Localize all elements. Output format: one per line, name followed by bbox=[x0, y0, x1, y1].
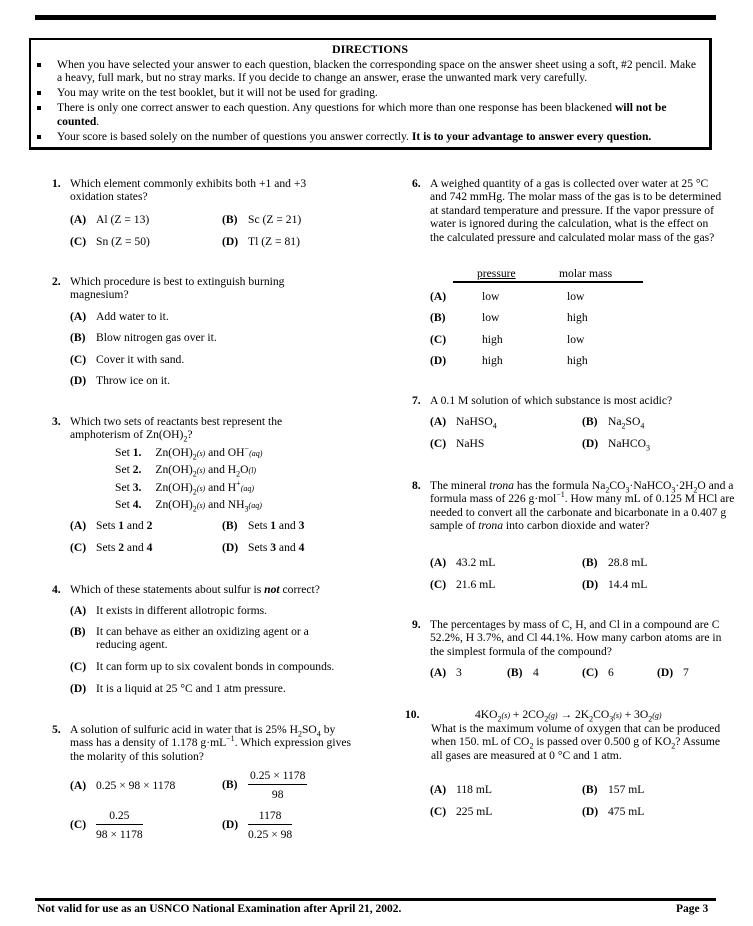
option-a[interactable]: (A) NaHSO$_4$ bbox=[430, 415, 497, 431]
option-d[interactable]: (D) Throw ice on it. bbox=[70, 374, 171, 387]
reaction-equation: $4KO_2(s) + 2CO_2(g) \to 2K_2CO_3(s) + 3O_2(g)$ bbox=[475, 708, 662, 724]
question-number: 9. bbox=[412, 618, 421, 631]
directions-item: Your score is based solely on the number of questions you answer correctly. It is to your advantage to answer every question. bbox=[37, 130, 703, 143]
option-c[interactable]: (C) Sets 2 and 4 bbox=[70, 541, 153, 554]
set-3: Set 3. $Zn(OH)_2(s)$ and H+(aq) bbox=[115, 479, 255, 497]
bullet-icon bbox=[37, 106, 41, 110]
option-b[interactable]: (B) Sets 1 and 3 bbox=[222, 519, 305, 532]
question-text: What is the maximum volume of oxygen that can be produced when 150. mL of $CO_2$ is passed over 0.500 g of $KO_2$? Assume all gases are measured at 0 °C and 1 atm. bbox=[431, 722, 721, 762]
option-b[interactable]: (B) $Na_2SO_4$ bbox=[582, 415, 645, 431]
option-b[interactable]: (B) $\frac{0.25 \times 1178}{98}$ bbox=[222, 769, 306, 802]
directions-box bbox=[29, 38, 712, 150]
question-number: 2. bbox=[52, 275, 61, 288]
question-text: The mineral trona has the formula $Na_2CO_3\cdot NaHCO_3\cdot 2H_2O$ and a formula mass of 226 g·mol$^{-1}$. How many mL of 0.125 M HCl are needed to convert all the carbonate and bicarbonate in a 0.407 g sample of trona into carbon dioxide and water? bbox=[430, 479, 735, 533]
question-number: 7. bbox=[412, 394, 421, 407]
question-text: Which element commonly exhibits both +1 and +3 oxidation states? bbox=[70, 177, 307, 204]
fraction: $\frac{0.25}{98 \times 1178}$ bbox=[96, 809, 143, 842]
header-rule bbox=[35, 15, 716, 20]
option-b[interactable]: (B) Blow nitrogen gas over it. bbox=[70, 331, 217, 344]
option-c[interactable]: (C) Cover it with sand. bbox=[70, 353, 185, 366]
question-text: Which procedure is best to extinguish burning magnesium? bbox=[70, 275, 285, 302]
table-row[interactable]: (C) high low bbox=[430, 333, 585, 346]
fraction: $\frac{1178}{0.25 \times 98}$ bbox=[248, 809, 293, 842]
question-text: Which two sets of reactants best represent the amphoterism of $Zn(OH)_2$? bbox=[70, 415, 283, 444]
option-a[interactable]: (A) Sets 1 and 2 bbox=[70, 519, 153, 532]
option-c[interactable]: (C) $\frac{0.25}{98 \times 1178}$ bbox=[70, 809, 143, 842]
option-b[interactable]: (B) 4 bbox=[507, 666, 539, 679]
fraction: $\frac{0.25 \times 1178}{98}$ bbox=[250, 769, 306, 802]
option-d[interactable]: (D) NaHCO$_3$ bbox=[582, 437, 650, 453]
question-number: 5. bbox=[52, 723, 61, 736]
question-number: 10. bbox=[405, 708, 420, 721]
option-d[interactable]: (D) Sets 3 and 4 bbox=[222, 541, 305, 554]
question-text: The percentages by mass of C, H, and Cl in a compound are C 52.2%, H 3.7%, and Cl 44.1%. How many carbon atoms are in the simplest formula of the compound? bbox=[430, 618, 722, 658]
directions-item: You may write on the test booklet, but it will not be used for grading. bbox=[37, 86, 703, 99]
option-b[interactable]: (B) It can behave as either an oxidizing agent or a reducing agent. bbox=[70, 625, 309, 652]
option-c[interactable]: (C) 225 mL bbox=[430, 805, 493, 818]
bullet-icon bbox=[37, 63, 41, 67]
footer-note: Not valid for use as an USNCO National Examination after April 21, 2002. bbox=[37, 903, 402, 915]
table-header: pressure molar mass bbox=[453, 267, 643, 283]
option-d[interactable]: (D) 14.4 mL bbox=[582, 578, 648, 591]
option-c[interactable]: (C) It can form up to six covalent bonds in compounds. bbox=[70, 660, 335, 673]
question-number: 6. bbox=[412, 177, 421, 190]
directions-title: DIRECTIONS bbox=[331, 42, 409, 56]
option-c[interactable]: (C) 21.6 mL bbox=[430, 578, 496, 591]
question-number: 4. bbox=[52, 583, 61, 596]
option-d[interactable]: (D) 7 bbox=[657, 666, 689, 679]
option-c[interactable]: (C) 6 bbox=[582, 666, 614, 679]
option-a[interactable]: (A) 0.25 × 98 × 1178 bbox=[70, 779, 176, 792]
question-text: A 0.1 M solution of which substance is most acidic? bbox=[430, 394, 673, 407]
page-number: Page 3 bbox=[676, 903, 709, 915]
table-row[interactable]: (D) high high bbox=[430, 354, 588, 367]
directions-item: When you have selected your answer to each question, blacken the corresponding space on the answer sheet using a soft, #2 pencil. Make a heavy, full mark, but no stray marks. If you decide to change an answer, erase the unwanted mark very carefully. bbox=[37, 58, 703, 85]
question-number: 3. bbox=[52, 415, 61, 428]
directions-item: There is only one correct answer to each question. Any questions for which more than one response has been blackened will not be counted. bbox=[37, 101, 703, 128]
set-1: Set 1. $Zn(OH)_2(s)$ and OH−(aq) bbox=[115, 444, 263, 462]
option-d[interactable]: (D) 475 mL bbox=[582, 805, 645, 818]
option-a[interactable]: (A) Al (Z = 13) bbox=[70, 213, 150, 226]
option-d[interactable]: (D) $\frac{1178}{0.25 \times 98}$ bbox=[222, 809, 293, 842]
option-c[interactable]: (C) NaHS bbox=[430, 437, 485, 450]
option-b[interactable]: (B) Sc (Z = 21) bbox=[222, 213, 302, 226]
option-a[interactable]: (A) It exists in different allotropic forms. bbox=[70, 604, 268, 617]
set-4: Set 4. $Zn(OH)_2(s)$ and $NH_3(aq)$ bbox=[115, 498, 262, 514]
question-number: 1. bbox=[52, 177, 61, 190]
option-d[interactable]: (D) Tl (Z = 81) bbox=[222, 235, 300, 248]
question-number: 8. bbox=[412, 479, 421, 492]
question-text: Which of these statements about sulfur is not correct? bbox=[70, 583, 320, 596]
option-a[interactable]: (A) 118 mL bbox=[430, 783, 492, 796]
table-row[interactable]: (A) low low bbox=[430, 290, 585, 303]
bullet-icon bbox=[37, 91, 41, 95]
option-b[interactable]: (B) 28.8 mL bbox=[582, 556, 648, 569]
option-b[interactable]: (B) 157 mL bbox=[582, 783, 645, 796]
bullet-icon bbox=[37, 135, 41, 139]
option-d[interactable]: (D) It is a liquid at 25 °C and 1 atm pressure. bbox=[70, 682, 286, 695]
option-a[interactable]: (A) 3 bbox=[430, 666, 462, 679]
option-a[interactable]: (A) 43.2 mL bbox=[430, 556, 496, 569]
table-row[interactable]: (B) low high bbox=[430, 311, 588, 324]
question-text: A solution of sulfuric acid in water that is 25% $H_2SO_4$ by mass has a density of 1.178 $g\cdot mL^{-1}$. Which expression gives the molarity of this solution? bbox=[70, 723, 352, 763]
set-2: Set 2. $Zn(OH)_2(s)$ and $H_2O(l)$ bbox=[115, 463, 257, 479]
directions-list bbox=[37, 58, 703, 144]
question-text: A weighed quantity of a gas is collected over water at 25 °C and 742 mmHg. The molar mass of the gas is to be determined at standard temperature and pressure. If the vapor pressure of water is ignored during the calculation, what is the effect on the calculated pressure and calculated molar mass of the gas? bbox=[430, 177, 722, 244]
option-c[interactable]: (C) Sn (Z = 50) bbox=[70, 235, 150, 248]
option-a[interactable]: (A) Add water to it. bbox=[70, 310, 169, 323]
footer-rule bbox=[35, 898, 716, 901]
